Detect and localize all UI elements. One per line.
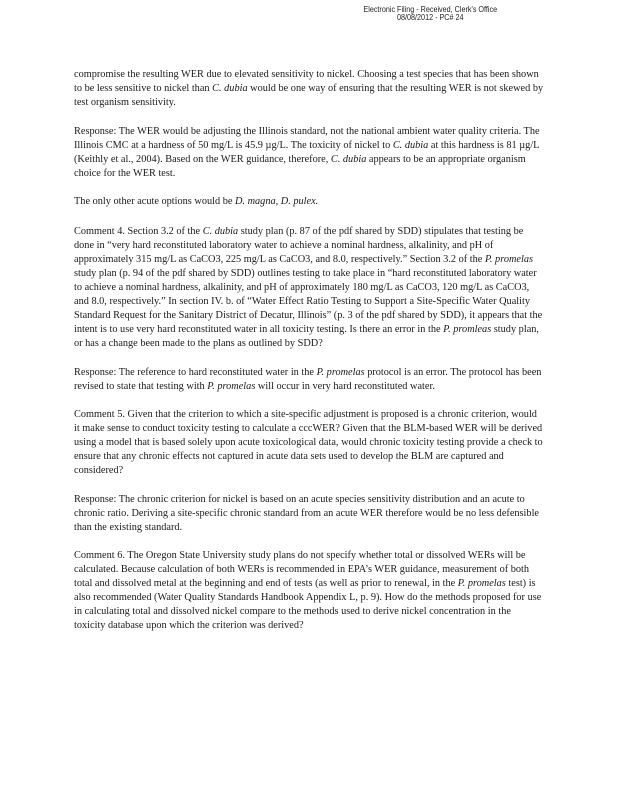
text-segment: The only other acute options would be [74, 196, 235, 207]
italic-term: C. dubia [202, 226, 239, 237]
text-segment: Response: The chronic criterion for nickel is based on an acute species sensitivity distribution and an acute to chronic ratio. Deriving a site-specific chronic standard from an acute WER therefore would be no less defensible than the existing standard. [74, 493, 539, 533]
italic-term: P. promelas [316, 366, 365, 378]
italic-term: P. promelas [207, 380, 256, 392]
paragraph-response-5 [74, 493, 544, 535]
italic-term: C. dubia [212, 83, 248, 94]
text-segment: study plan (p. 94 of the pdf shared by SDD) outlines testing to take place in “hard reconstituted laboratory water to achieve a nominal hardness, alkalinity, and pH of approximately 180 mg/L as CaCO3, 120 mg/L as CaCO3, and 8.0, respectively.” In section IV. b. of “Water Effect Ratio Testing to Support a Site-Specific Water Quality Standard Request for the Sanitary District of Decatur, Illinois” (p. 3 of the pdf shared by SDD), it appears that the intent is to use very hard reconstituted water in all toxicity testing. Is there an error in the [74, 268, 543, 335]
italic-term: C. dubia [330, 153, 367, 165]
italic-term: C. dubia [392, 139, 429, 151]
stamp-line-2: 08/08/2012 - PC# 24 [397, 13, 464, 22]
paragraph-response-3 [74, 125, 544, 181]
document-body [74, 68, 544, 648]
stamp-line-1: Electronic Filing - Received, Clerk's Office [363, 5, 498, 14]
italic-term: D. magna, D. pulex. [235, 196, 319, 207]
filing-stamp [363, 6, 497, 22]
text-segment: Comment 5. Given that the criterion to which a site-specific adjustment is proposed is a chronic criterion, would it make sense to conduct toxicity testing to calculate a cccWER? Given that the BLM-based WER will be derived using a model that is based solely upon acute toxicological data, would chronic toxicity testing provide a check to ensure that any chronic effects not captured in acute data sets used to develop the BLM are captured and considered? [74, 409, 543, 476]
text-segment: test) is also recommended (Water Quality Standards Handbook Appendix L, p. 9). How do the methods proposed for use in calculating total and dissolved nickel compare to the methods used to derive nickel concentration in the toxicity database upon which the criterion was derived? [74, 578, 542, 631]
paragraph-continuation [74, 68, 544, 110]
italic-term: P. promleas [443, 324, 492, 335]
text-segment: Comment 6. The Oregon State University study plans do not specify whether total or dissolved WERs will be calculated. Because calculation of both WERs is recommended in EPA’s WER guidance, measurement of both total and dissolved metal at the beginning and end of tests (as well as prior to renewal, in the [74, 550, 530, 589]
paragraph-comment-4 [74, 225, 544, 351]
text-segment: Comment 4. Section 3.2 of the [74, 226, 203, 237]
paragraph-comment-6 [74, 549, 544, 633]
text-segment: Response: The WER would be adjusting the Illinois standard, not the national ambient water quality criteria. The Illinois CMC at a hardness of 50 mg/L is 45.9 µg/L. The toxicity of nickel to [74, 125, 540, 151]
text-segment: study plan (p. 87 of the pdf shared by SDD) stipulates that testing be done in “very hard reconstituted laboratory water to achieve a nominal hardness, alkalinity, and pH of approximately 315 mg/L as CaCO3, 225 mg/L as CaCO3, and 8.0, respectively.” Section 3.2 of the [74, 226, 524, 265]
text-segment: compromise the resulting WER due to elevated sensitivity to nickel. Choosing a test species that has been shown to be less sensitive to nickel than [74, 69, 539, 94]
text-segment: will occur in very hard reconstituted water. [255, 380, 435, 392]
paragraph-response-4 [74, 366, 544, 394]
paragraph-comment-5 [74, 408, 544, 478]
text-segment: Response: The reference to hard reconstituted water in the [74, 366, 317, 378]
text-segment: at this hardness is 81 µg/L (Keithly et al., 2004). Based on the WER guidance, therefore, [74, 139, 540, 165]
paragraph-acute-options [74, 195, 544, 209]
text-segment: protocol is an error. The protocol has been revised to state that testing with [74, 366, 542, 392]
text-segment: appears to be an appropriate organism choice for the WER test. [74, 153, 526, 179]
italic-term: P. promelas [484, 254, 533, 265]
text-segment: study plan, or has a change been made to the plans as outlined by SDD? [74, 324, 539, 349]
text-segment: would be one way of ensuring that the resulting WER is not skewed by test organism sensitivity. [74, 83, 544, 108]
italic-term: P. promelas [457, 578, 506, 589]
